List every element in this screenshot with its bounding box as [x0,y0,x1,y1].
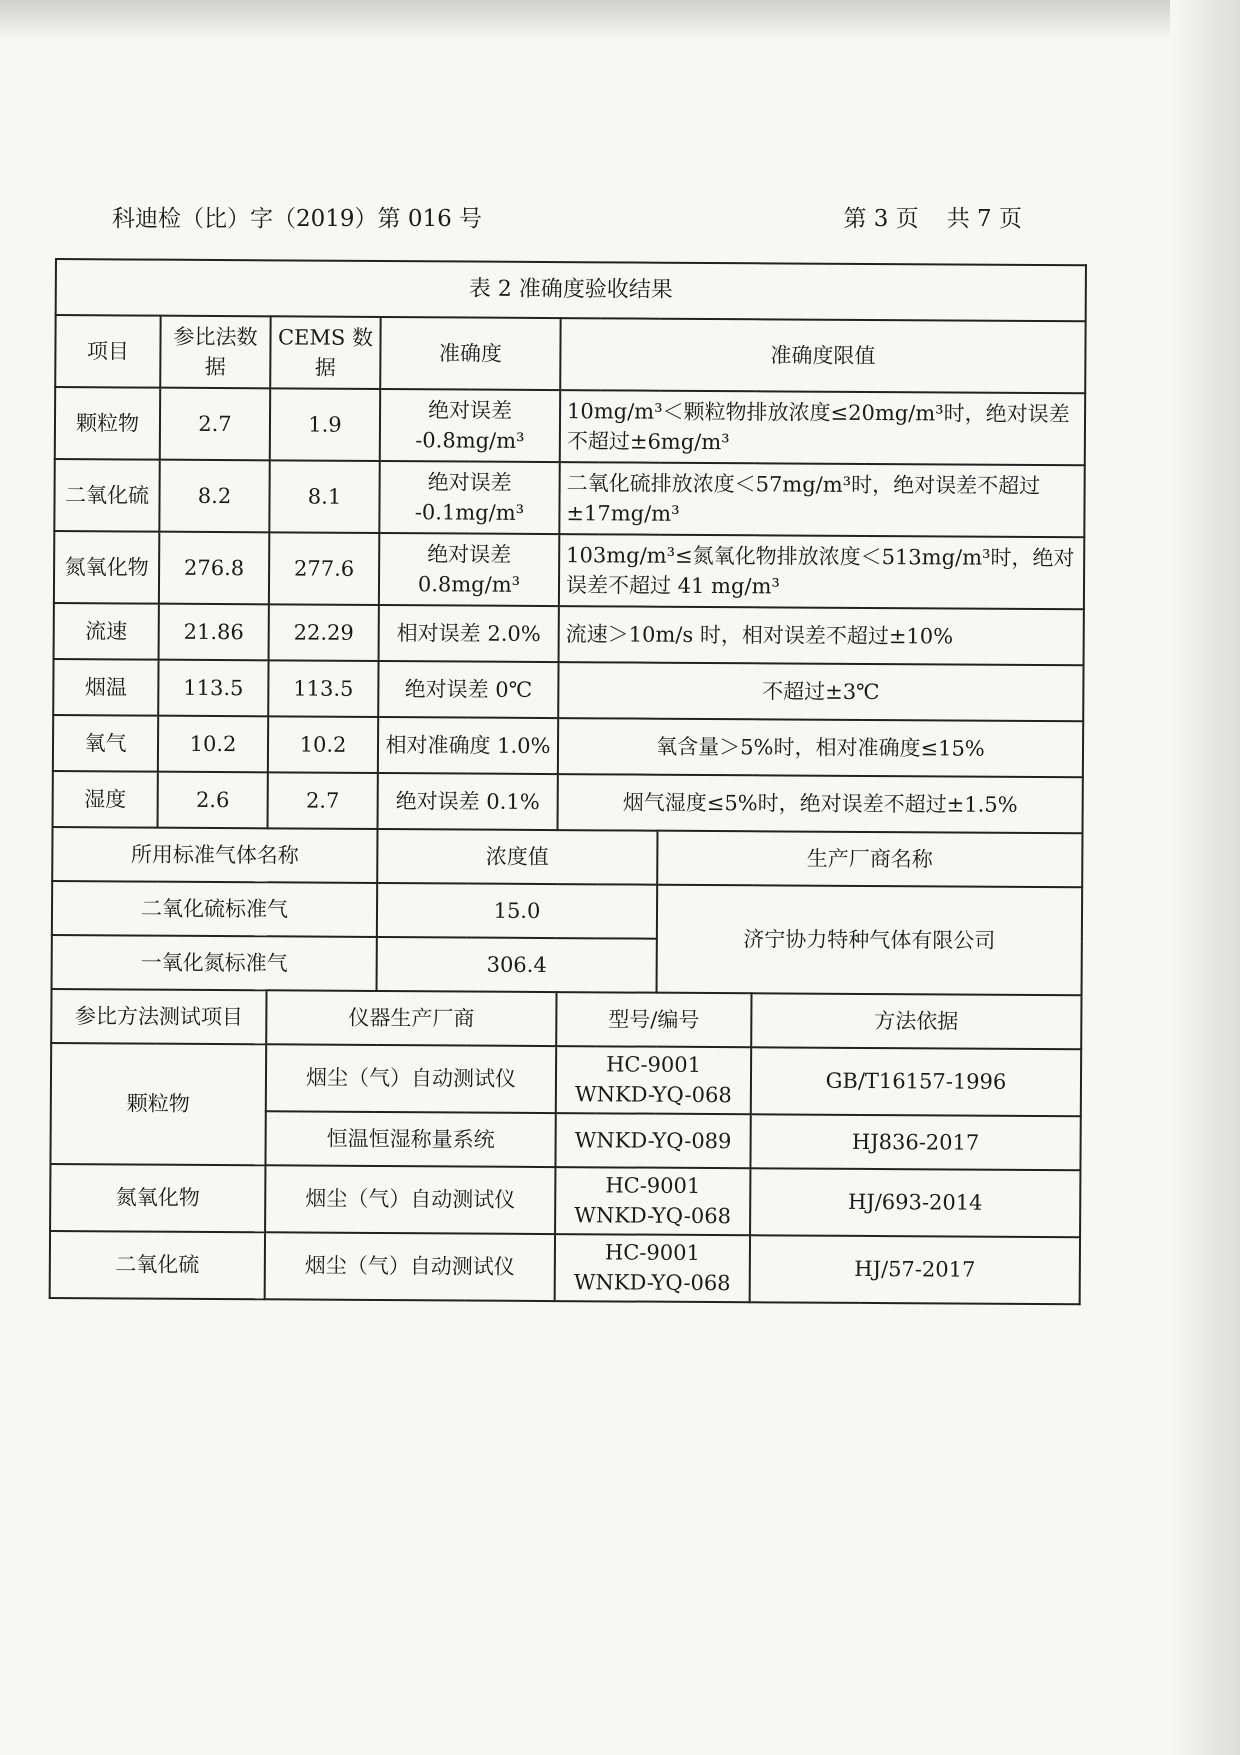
inst-header-maker: 仪器生产厂商 [266,990,556,1046]
page-indicator [843,200,1022,233]
row-cems: 113.5 [268,660,378,717]
inst-header-item: 参比方法测试项目 [51,989,266,1044]
inst-model [555,1234,750,1302]
inst-method: GB/T16157-1996 [751,1047,1081,1116]
table-row [54,531,1084,609]
row-ref: 113.5 [158,660,268,717]
row-limit: 10mg/m³＜颗粒物排放浓度≤20mg/m³时，绝对误差不超过±6mg/m³ [560,390,1085,465]
row-item: 颗粒物 [55,387,160,460]
std-gas-header-conc: 浓度值 [377,829,657,885]
inst-maker: 烟尘（气）自动测试仪 [265,1232,555,1301]
row-accuracy: 绝对误差 -0.1mg/m³ [379,461,559,534]
table-row [55,387,1085,465]
inst-model-line: WNKD-YQ-068 [573,1270,731,1296]
col-limit: 准确度限值 [560,318,1085,393]
page-total: 共 7 页 [946,206,1022,232]
inst-header-model: 型号/编号 [556,992,751,1047]
row-ref: 8.2 [159,460,269,533]
std-gas-maker: 济宁协力特种气体有限公司 [657,885,1083,996]
std-gas-header-maker: 生产厂商名称 [657,831,1082,888]
inst-maker: 烟尘（气）自动测试仪 [266,1044,556,1113]
table-row [51,1043,1081,1116]
row-accuracy: 绝对误差 -0.8mg/m³ [380,389,560,462]
row-accuracy: 相对准确度 1.0% [378,717,558,774]
page-current: 第 3 页 [843,206,919,232]
row-item: 湿度 [53,771,158,828]
table-row [54,603,1084,665]
table-row [53,771,1083,833]
row-item: 烟温 [53,659,158,716]
row-cems: 10.2 [268,716,378,773]
col-cems-data: CEMS 数据 [270,316,380,389]
row-accuracy: 绝对误差 0.8mg/m³ [379,533,559,606]
inst-method: HJ/57-2017 [750,1235,1080,1304]
inst-model [556,1046,751,1114]
inst-model-line: WNKD-YQ-068 [574,1082,732,1108]
inst-model-line: WNKD-YQ-068 [574,1203,732,1229]
inst-model-line: HC-9001 [605,1173,701,1198]
row-limit: 氧含量＞5%时，相对准确度≤15% [558,718,1083,777]
table-title: 表 2 准确度验收结果 [56,259,1086,321]
col-accuracy: 准确度 [380,317,560,390]
std-gas-name: 二氧化硫标准气 [52,881,377,937]
row-limit: 烟气湿度≤5%时，绝对误差不超过±1.5% [558,774,1083,833]
inst-method: HJ/693-2014 [750,1168,1080,1237]
scan-shadow-top [0,0,1240,40]
row-accuracy: 绝对误差 0℃ [378,661,558,718]
row-ref: 276.8 [159,532,269,605]
std-gas-conc: 15.0 [377,883,657,939]
inst-model-line: HC-9001 [604,1240,700,1265]
row-ref: 2.6 [158,772,268,829]
inst-model: WNKD-YQ-089 [555,1113,750,1168]
row-ref: 10.2 [158,716,268,773]
std-gas-conc: 306.4 [377,937,657,993]
row-limit: 不超过±3℃ [558,662,1083,721]
inst-model-line: HC-9001 [606,1052,702,1077]
row-ref: 2.7 [160,388,270,461]
row-item: 氮氧化物 [54,531,159,604]
row-accuracy: 绝对误差 0.1% [378,773,558,830]
inst-model [555,1167,750,1235]
inst-maker: 烟尘（气）自动测试仪 [265,1165,555,1234]
row-item: 二氧化硫 [54,459,159,532]
inst-header-method: 方法依据 [751,993,1081,1049]
row-cems: 1.9 [270,388,380,461]
inst-item: 氮氧化物 [50,1164,265,1232]
row-limit: 103mg/m³≤氮氧化物排放浓度＜513mg/m³时，绝对误差不超过 41 mg/m³ [559,534,1084,609]
inst-item: 二氧化硫 [50,1231,265,1299]
inst-item: 颗粒物 [50,1043,266,1165]
row-cems: 22.29 [269,604,379,661]
table-row [52,881,1082,941]
row-ref: 21.86 [159,604,269,661]
table-row [54,459,1084,537]
table-row [50,1231,1080,1304]
scan-shadow-right [1170,0,1240,1755]
row-cems: 277.6 [269,532,379,605]
table-row [50,1164,1080,1237]
page-header [112,200,1022,236]
row-limit: 流速＞10m/s 时，相对误差不超过±10% [559,606,1084,665]
table-row [53,715,1083,777]
accuracy-table [49,258,1085,1305]
doc-number: 科迪检（比）字（2019）第 016 号 [112,206,483,232]
col-item: 项目 [55,315,160,388]
row-cems: 2.7 [268,772,378,829]
col-ref-data: 参比法数据 [160,316,270,389]
inst-method: HJ836-2017 [750,1114,1080,1170]
std-gas-header-name: 所用标准气体名称 [52,827,377,883]
std-gas-name: 一氧化氮标准气 [52,935,377,991]
row-cems: 8.1 [269,460,379,533]
inst-maker: 恒温恒湿称量系统 [265,1111,555,1167]
row-item: 流速 [54,603,159,660]
row-accuracy: 相对误差 2.0% [379,605,559,662]
row-item: 氧气 [53,715,158,772]
row-limit: 二氧化硫排放浓度＜57mg/m³时，绝对误差不超过±17mg/m³ [559,462,1084,537]
table-row [53,659,1083,721]
